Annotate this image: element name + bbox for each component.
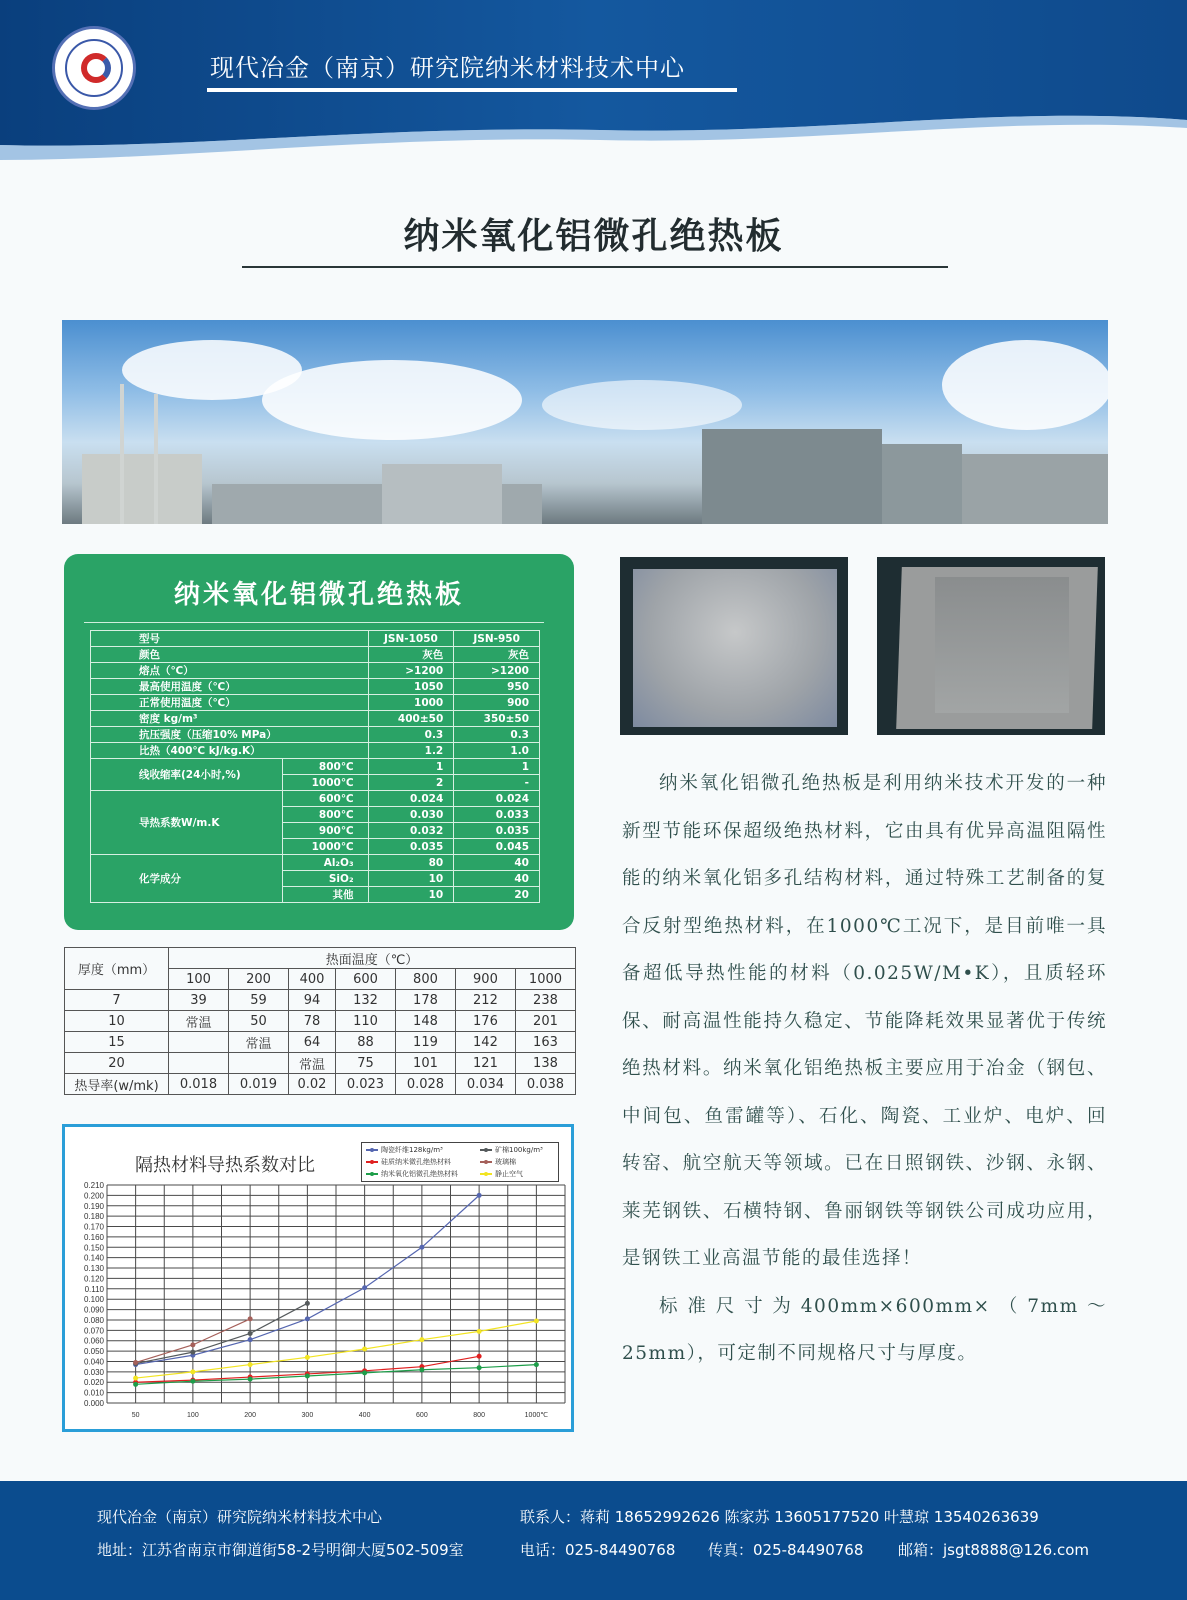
svg-text:0.170: 0.170 <box>83 1222 104 1232</box>
spec-row-shrinkage: 1000℃ 2 - <box>91 775 540 791</box>
table-row: 7 39 59 94 132 178 212 238 <box>65 990 576 1011</box>
product-photo-wrapped <box>877 557 1105 735</box>
spec-card <box>64 554 574 930</box>
svg-text:0.120: 0.120 <box>83 1274 104 1284</box>
footer <box>0 1481 1187 1600</box>
chart-plot-area <box>65 1175 571 1425</box>
svg-text:0.090: 0.090 <box>83 1305 104 1315</box>
org-title-underline <box>207 88 737 92</box>
spec-row-composition: SiO₂ 10 40 <box>91 871 540 887</box>
table-row: 20 常温 75 101 121 138 <box>65 1053 576 1074</box>
spec-row: 最高使用温度（℃） 1050 950 <box>91 679 540 695</box>
svg-text:0.060: 0.060 <box>83 1336 104 1346</box>
header-banner <box>0 0 1187 175</box>
org-title: 现代冶金（南京）研究院纳米材料技术中心 <box>210 54 685 82</box>
legend-item: 玻璃棉 <box>480 1157 516 1167</box>
footer-phone: 电话：025-84490768 <box>520 1541 676 1559</box>
svg-text:0.130: 0.130 <box>83 1264 104 1274</box>
svg-text:50: 50 <box>131 1412 140 1419</box>
legend-item: 纳米氧化铝微孔绝热材料 <box>366 1169 458 1179</box>
spec-row: 抗压强度（压缩10% MPa） 0.3 0.3 <box>91 727 540 743</box>
table-row: 15 常温 64 88 119 142 163 <box>65 1032 576 1053</box>
cold-face-temperature-table <box>64 947 576 1095</box>
svg-text:0.000: 0.000 <box>83 1399 104 1408</box>
svg-text:0.190: 0.190 <box>83 1201 104 1211</box>
legend-item: 陶瓷纤维128kg/m³ <box>366 1145 443 1155</box>
temp-table-columns: 100 200 400 600 800 900 1000 <box>65 969 576 990</box>
spec-row: 密度 kg/m³ 400±50 350±50 <box>91 711 540 727</box>
spec-row: 熔点（℃） >1200 >1200 <box>91 663 540 679</box>
svg-text:0.110: 0.110 <box>84 1284 104 1294</box>
legend-item: 矿棉100kg/m³ <box>480 1145 543 1155</box>
description-paragraph-size: 标准尺寸为400mm×600mm×（7mm～25mm），可定制不同规格尺寸与厚度。 <box>622 1295 1107 1364</box>
industrial-banner-image <box>62 320 1108 524</box>
temp-table-header: 厚度（mm） 热面温度（℃） <box>65 948 576 969</box>
legend-item: 硅质纳米微孔绝热材料 <box>366 1157 451 1167</box>
footer-contact: 联系人：蒋莉 18652992626 陈家苏 13605177520 叶慧琼 13540263639 <box>520 1508 1039 1526</box>
spec-row-model: 型号 JSN-1050 JSN-950 <box>91 631 540 647</box>
spec-row-conductivity: 导热系数W/m.K 600℃ 0.024 0.024 <box>91 791 540 807</box>
spec-row: 正常使用温度（℃） 1000 900 <box>91 695 540 711</box>
svg-text:0.010: 0.010 <box>83 1388 104 1398</box>
product-description <box>622 760 1107 1378</box>
legend-item: 静止空气 <box>480 1169 523 1179</box>
description-paragraph: 纳米氧化铝微孔绝热板是利用纳米技术开发的一种新型节能环保超级绝热材料，它由具有优异高温阻隔性能的纳米氧化铝多孔结构材料，通过特殊工艺制备的复合反射型绝热材料，在1000℃工况下，是目前唯一具备超低导热性能的材料（0.025W/M•K），且质轻环保、耐高温性能持久稳定、节能降耗效果显著优于传统绝热材料。纳米氧化铝绝热板主要应用于冶金（钢包、中间包、鱼雷罐等）、石化、陶瓷、工业炉、电炉、回转窑、航空航天等领域。已在日照钢铁、沙钢、永钢、莱芜钢铁、石横特钢、鲁丽钢铁等钢铁公司成功应用，是钢铁工业高温节能的最佳选择！ <box>622 773 1107 1269</box>
svg-text:300: 300 <box>301 1412 314 1419</box>
svg-text:0.150: 0.150 <box>83 1243 104 1253</box>
svg-text:0.140: 0.140 <box>83 1253 104 1263</box>
footer-address: 地址：江苏省南京市御道街58-2号明御大厦502-509室 <box>97 1541 464 1559</box>
svg-text:100: 100 <box>187 1412 199 1419</box>
spec-table <box>90 630 540 903</box>
footer-fax: 传真：025-84490768 <box>708 1541 864 1559</box>
spec-row-conductivity: 900℃ 0.032 0.035 <box>91 823 540 839</box>
svg-text:0.040: 0.040 <box>83 1357 104 1367</box>
footer-org: 现代冶金（南京）研究院纳米材料技术中心 <box>97 1508 383 1526</box>
spec-row: 比热（400℃ kJ/kg.K） 1.2 1.0 <box>91 743 540 759</box>
spec-row-conductivity: 1000℃ 0.035 0.045 <box>91 839 540 855</box>
svg-text:1000℃: 1000℃ <box>524 1412 549 1419</box>
svg-text:200: 200 <box>244 1412 256 1419</box>
svg-text:600: 600 <box>416 1412 428 1419</box>
spec-row-shrinkage: 线收缩率(24小时,%) 800℃ 1 1 <box>91 759 540 775</box>
svg-text:400: 400 <box>358 1412 371 1419</box>
svg-text:0.030: 0.030 <box>83 1367 104 1377</box>
footer-email: 邮箱：jsgt8888@126.com <box>898 1541 1089 1559</box>
svg-text:800: 800 <box>473 1412 485 1419</box>
conductivity-comparison-chart <box>62 1124 574 1432</box>
table-row-conductivity: 热导率(w/mk) 0.018 0.019 0.02 0.023 0.028 0.034 0.038 <box>65 1074 576 1095</box>
spec-row: 颜色 灰色 灰色 <box>91 647 540 663</box>
svg-text:0.160: 0.160 <box>83 1232 104 1242</box>
svg-text:0.020: 0.020 <box>83 1378 104 1388</box>
svg-text:0.070: 0.070 <box>83 1326 104 1336</box>
spec-card-title: 纳米氧化铝微孔绝热板 <box>173 580 464 610</box>
svg-text:0.100: 0.100 <box>83 1295 104 1305</box>
chart-title: 隔热材料导热系数对比 <box>135 1155 315 1176</box>
logo-emblem-icon <box>81 53 111 83</box>
spec-row-composition: 其他 10 20 <box>91 887 540 903</box>
svg-text:0.210: 0.210 <box>83 1181 104 1190</box>
page-title: 纳米氧化铝微孔绝热板 <box>403 216 784 257</box>
spec-row-composition: 化学成分 Al₂O₃ 80 40 <box>91 855 540 871</box>
table-row: 10 常温 50 78 110 148 176 201 <box>65 1011 576 1032</box>
title-underline <box>242 266 948 268</box>
association-logo <box>52 26 136 110</box>
svg-text:0.080: 0.080 <box>83 1315 104 1325</box>
product-photo-foil <box>620 557 848 735</box>
svg-text:0.180: 0.180 <box>83 1212 104 1222</box>
spec-row-conductivity: 800℃ 0.030 0.033 <box>91 807 540 823</box>
svg-text:0.200: 0.200 <box>83 1191 104 1201</box>
svg-text:0.050: 0.050 <box>83 1347 104 1357</box>
